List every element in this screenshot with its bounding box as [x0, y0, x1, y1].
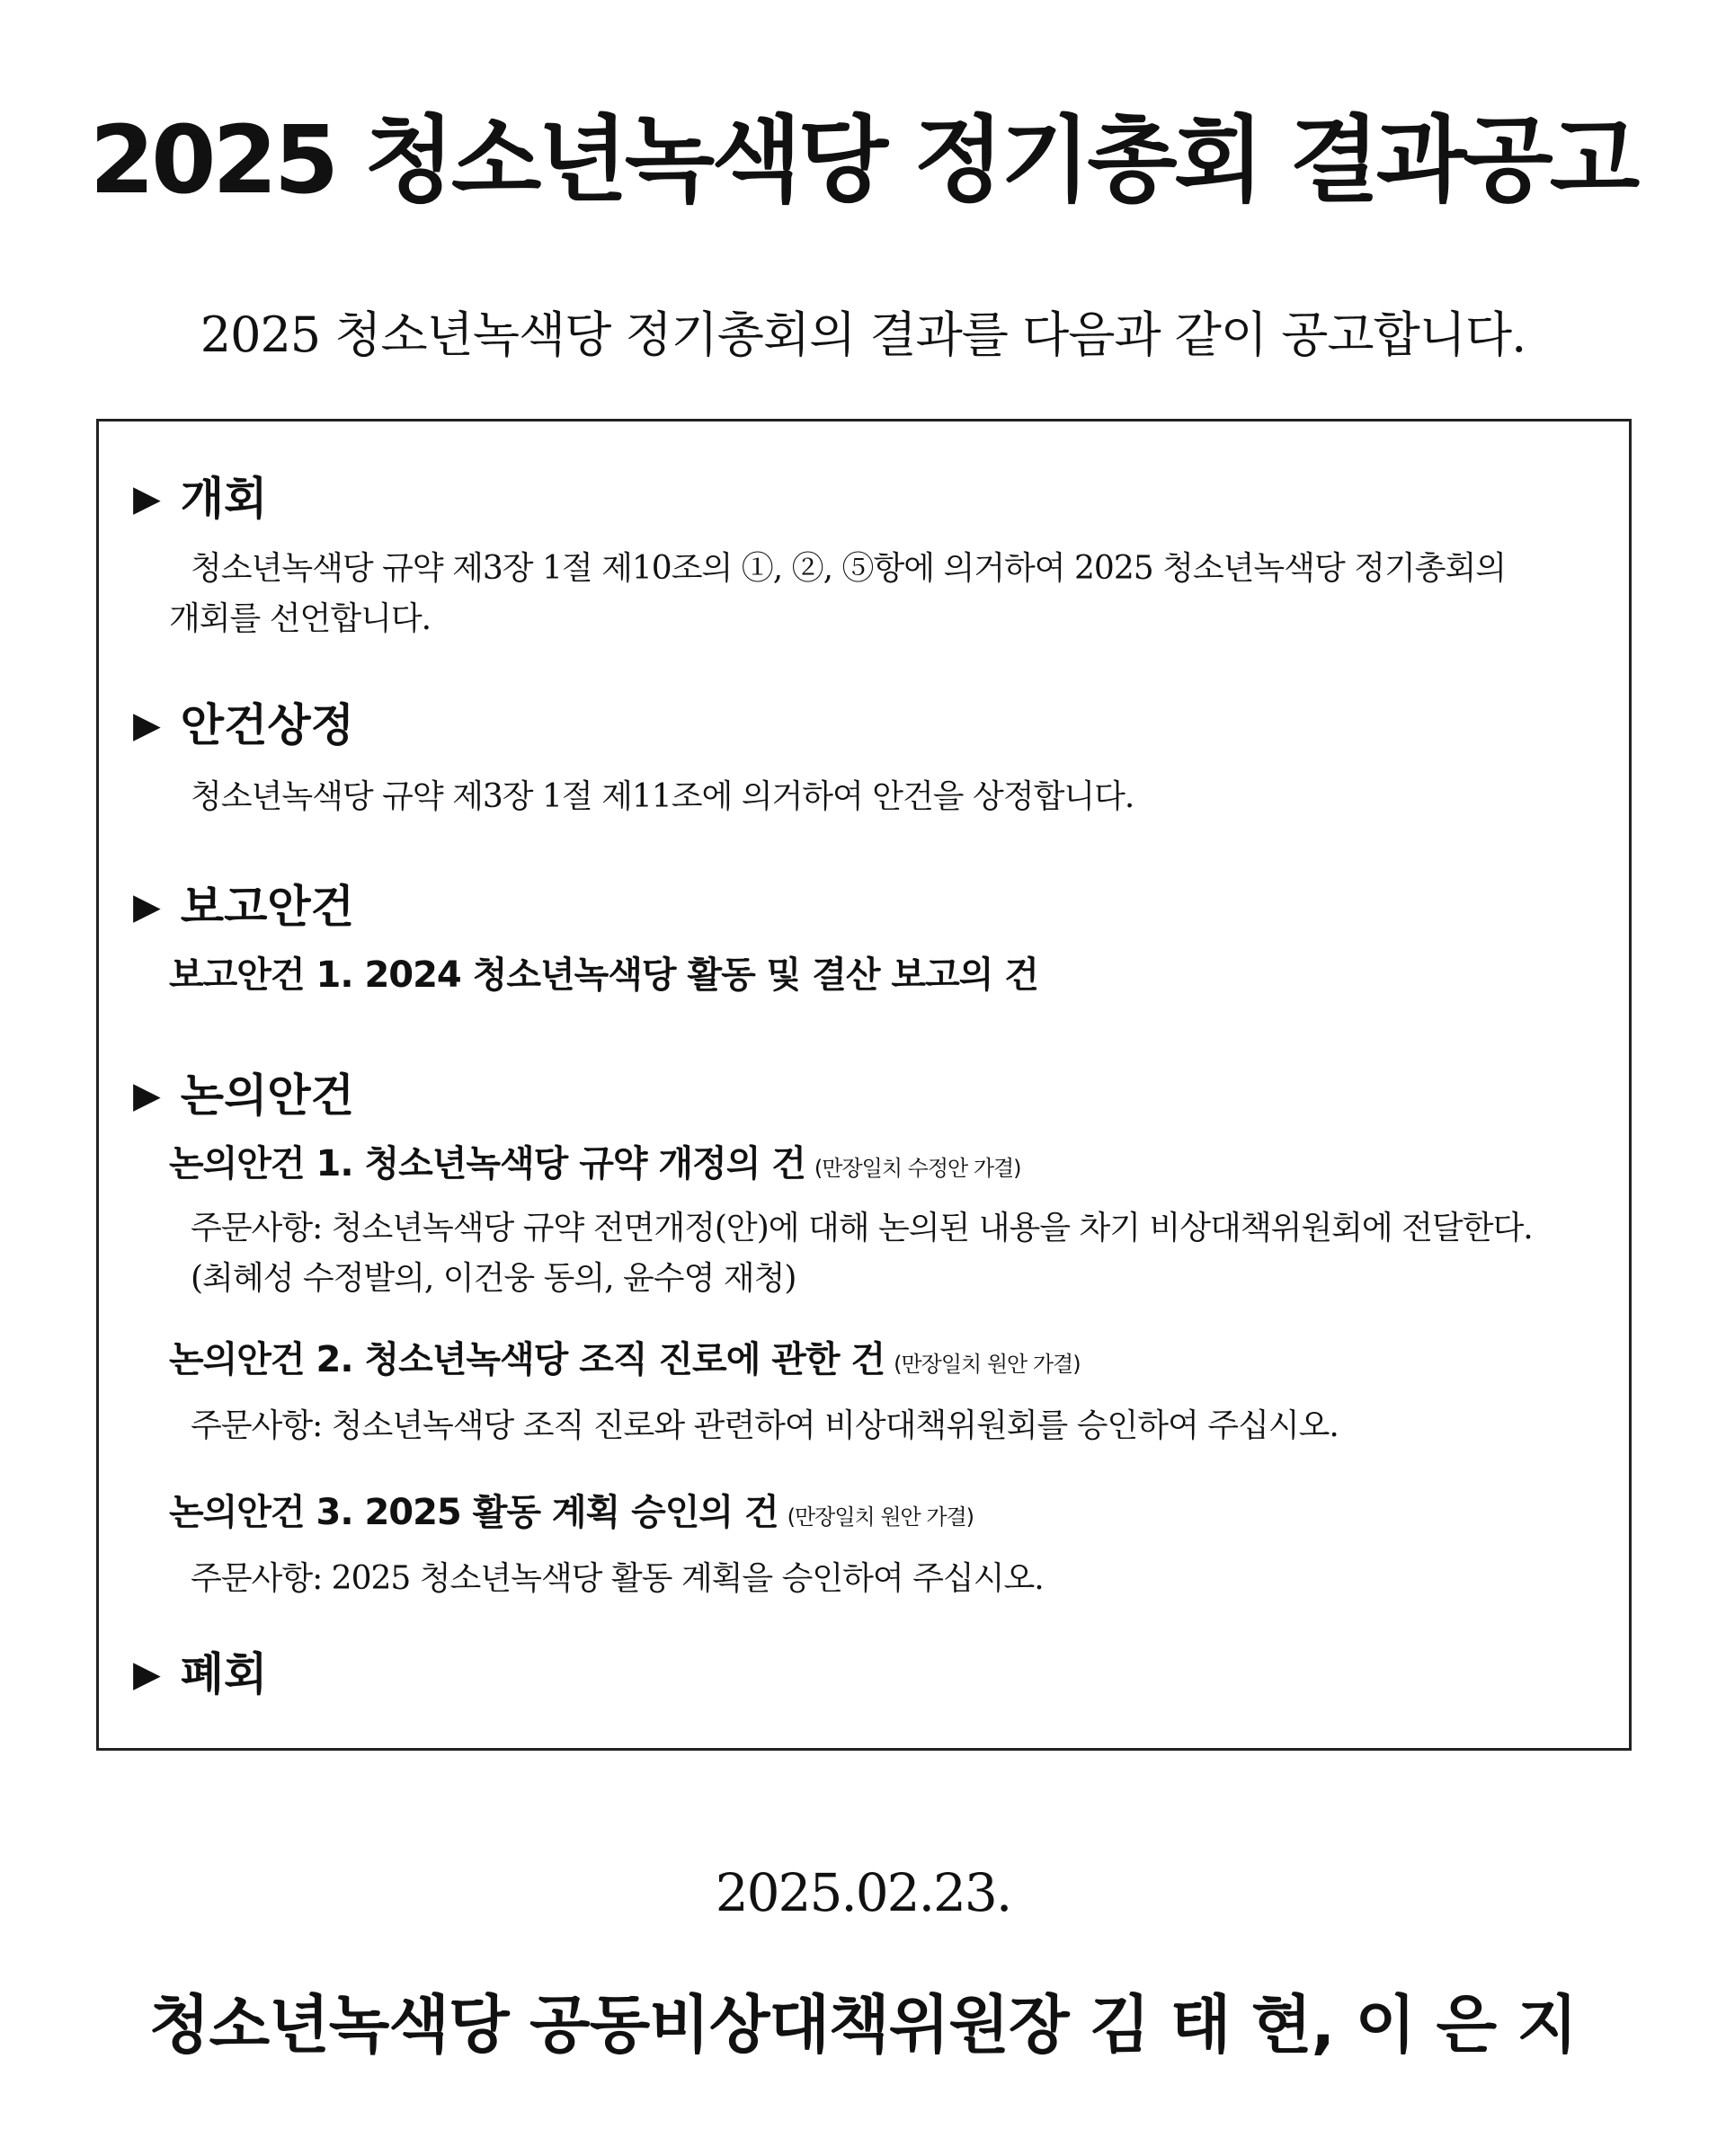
- discussion-item-result-note: (만장일치 원안 가결): [894, 1352, 1081, 1377]
- section-heading-label: 안건상정: [180, 699, 354, 751]
- arrow-right-icon: ▶: [133, 478, 161, 519]
- discussion-item-1-title: [169, 1139, 1021, 1193]
- arrow-right-icon: ▶: [133, 886, 161, 927]
- section-heading-closing: [133, 1647, 267, 1701]
- discussion-item-title-text: 논의안건 3. 2025 활동 계획 승인의 건: [169, 1492, 778, 1533]
- opening-text-line1: 청소년녹색당 규약 제3장 1절 제10조의 ①, ②, ⑤항에 의거하여 2025 청소년녹색당 정기총회의: [191, 550, 1507, 587]
- discussion-item-2-title: [169, 1335, 1081, 1389]
- signature-line: 청소년녹색당 공동비상대책위원장 김 태 현, 이 은 지: [148, 1988, 1578, 2062]
- section-heading-label: 개회: [180, 473, 268, 525]
- discussion-item-title-text: 논의안건 1. 청소년녹색당 규약 개정의 건: [169, 1143, 805, 1184]
- discussion-item-2-order-line1: 주문사항: 청소년녹색당 조직 진로와 관련하여 비상대책위원회를 승인하여 주십시오.: [191, 1407, 1339, 1444]
- discussion-item-1-order-line1: 주문사항: 청소년녹색당 규약 전면개정(안)에 대해 논의된 내용을 차기 비상대책위원회에 전달한다.: [191, 1210, 1533, 1247]
- agenda-text: 청소년녹색당 규약 제3장 1절 제11조에 의거하여 안건을 상정합니다.: [191, 778, 1134, 815]
- report-item-1: 보고안건 1. 2024 청소년녹색당 활동 및 결산 보고의 건: [169, 954, 1038, 996]
- arrow-right-icon: ▶: [133, 705, 161, 746]
- discussion-item-result-note: (만장일치 수정안 가결): [814, 1156, 1021, 1181]
- section-heading-report: [133, 880, 354, 934]
- discussion-item-3-title: [169, 1487, 974, 1542]
- section-heading-opening: [133, 472, 267, 526]
- discussion-item-result-note: (만장일치 원안 가결): [787, 1504, 974, 1530]
- section-heading-discussion: [133, 1069, 354, 1122]
- section-heading-agenda: [133, 698, 354, 752]
- announcement-subtitle: 2025 청소년녹색당 정기총회의 결과를 다음과 같이 공고합니다.: [200, 306, 1526, 363]
- opening-text-line2: 개회를 선언합니다.: [169, 600, 432, 637]
- results-box: [96, 419, 1632, 1751]
- discussion-item-3-order-line1: 주문사항: 2025 청소년녹색당 활동 계획을 승인하여 주십시오.: [191, 1560, 1044, 1597]
- section-heading-label: 보고안건: [180, 881, 354, 933]
- discussion-item-title-text: 논의안건 2. 청소년녹색당 조직 진로에 관한 건: [169, 1339, 885, 1380]
- section-heading-label: 폐회: [180, 1648, 268, 1700]
- page-title: 2025 청소년녹색당 정기총회 결과공고: [89, 105, 1637, 215]
- announcement-date: 2025.02.23.: [715, 1862, 1011, 1923]
- section-heading-label: 논의안건: [180, 1069, 354, 1122]
- discussion-item-1-order-line2: (최혜성 수정발의, 이건웅 동의, 윤수영 재청): [191, 1260, 796, 1297]
- arrow-right-icon: ▶: [133, 1654, 161, 1695]
- arrow-right-icon: ▶: [133, 1075, 161, 1116]
